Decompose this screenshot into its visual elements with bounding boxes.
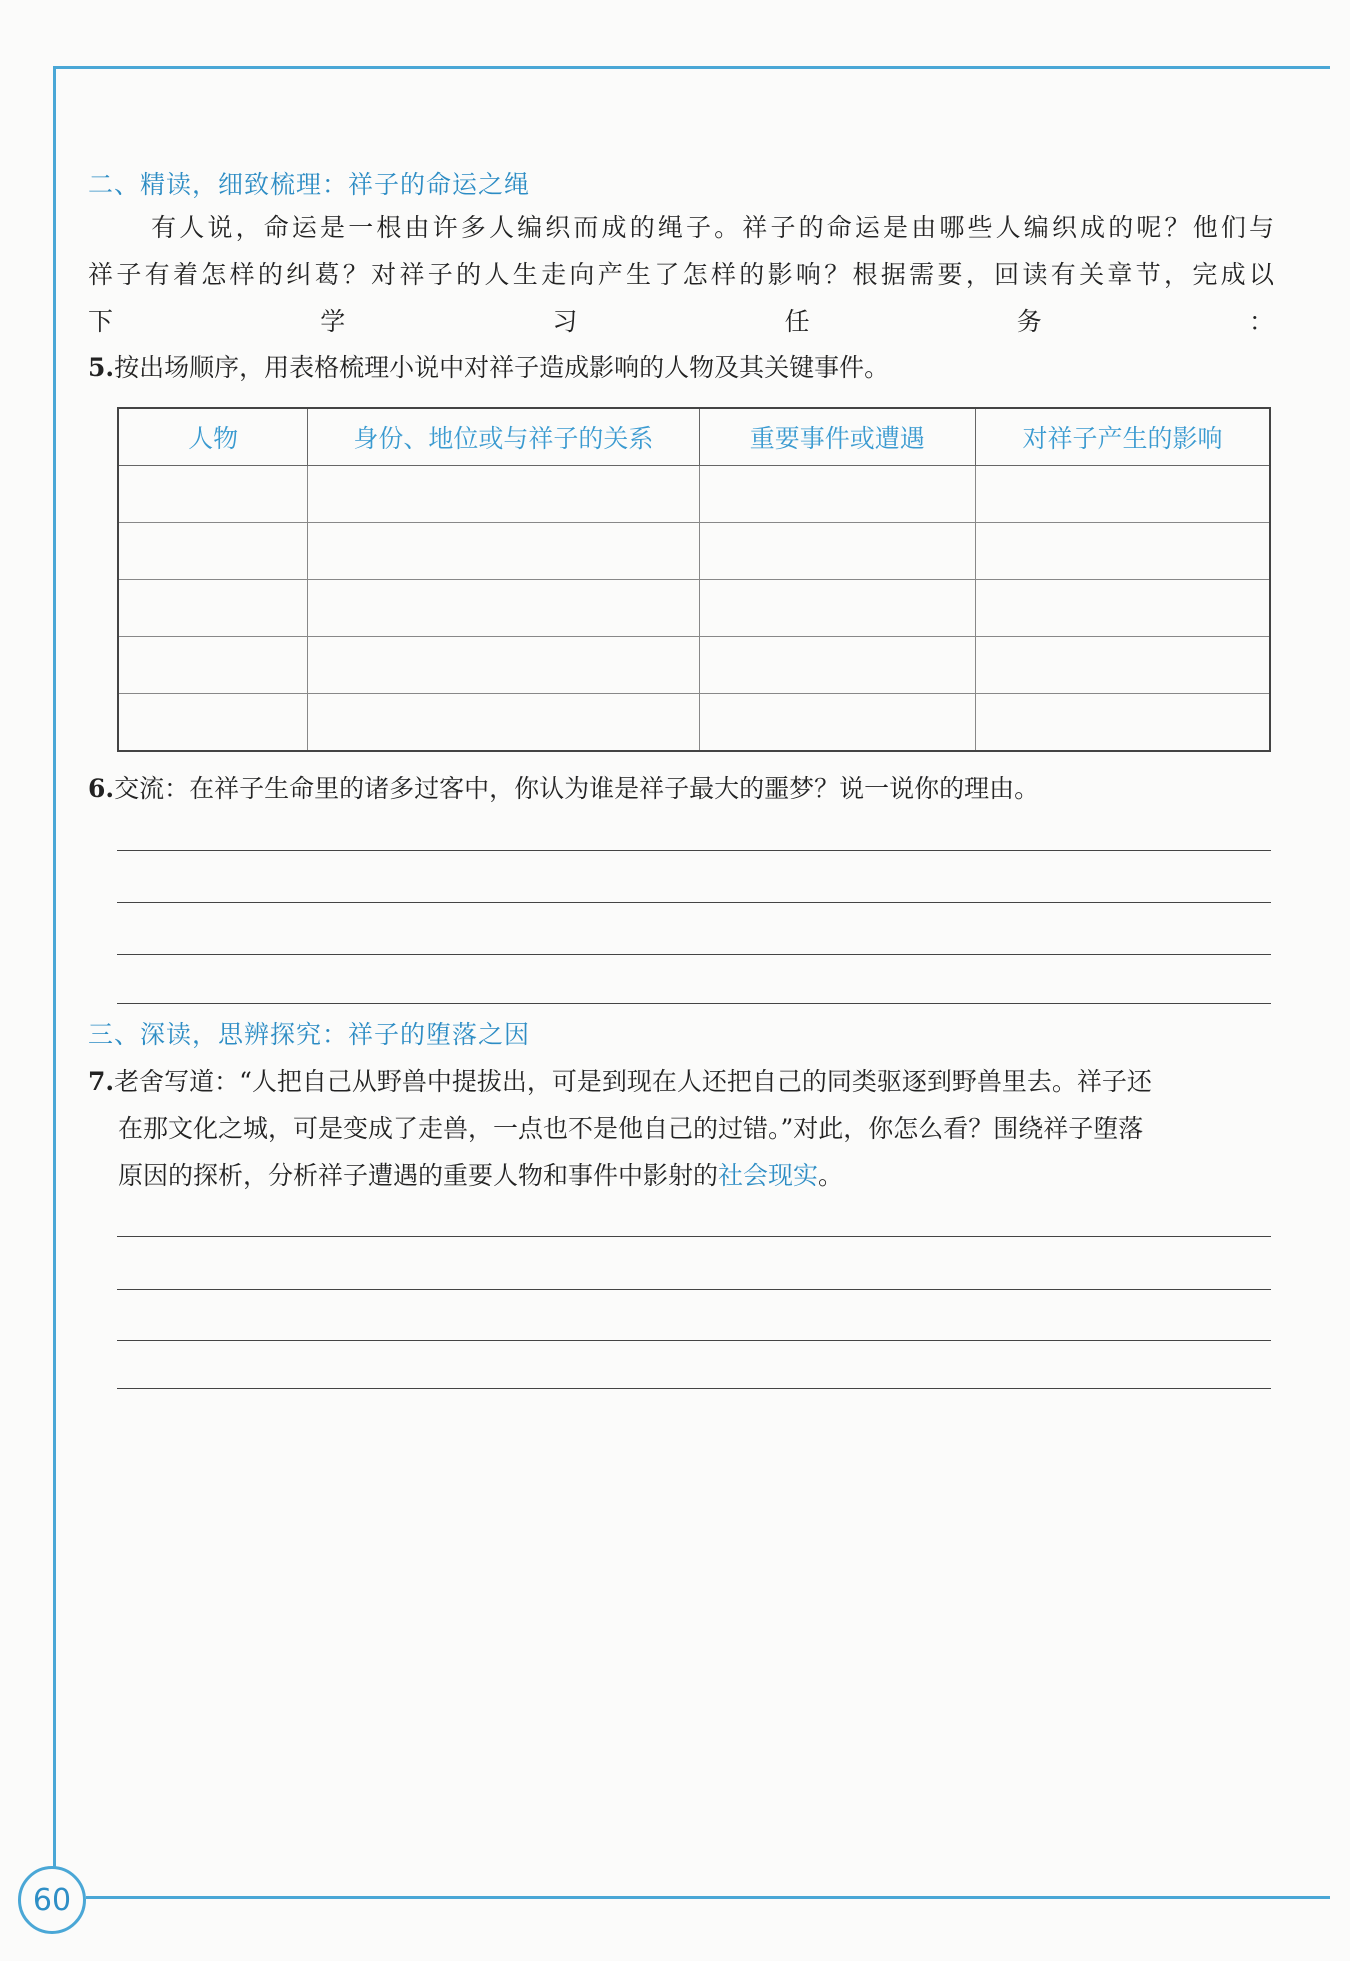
- answer-line[interactable]: [117, 1236, 1271, 1237]
- table-cell[interactable]: [308, 466, 699, 523]
- table-cell[interactable]: [976, 580, 1271, 637]
- table-header-cell: 对祥子产生的影响: [976, 408, 1271, 466]
- table-row: [118, 637, 1270, 694]
- intro-line-2: 祥子有着怎样的纠葛？对祥子的人生走向产生了怎样的影响？根据需要，回读有关章节，完成以: [88, 260, 1274, 289]
- table-cell[interactable]: [308, 637, 699, 694]
- section2-intro: [88, 204, 1274, 345]
- page-number: 60: [18, 1866, 86, 1934]
- question-7-line-1: 7.老舍写道：“人把自己从野兽中提拔出，可是到现在人还把自己的同类驱逐到野兽里去。祥子还: [88, 1067, 1152, 1096]
- table-cell[interactable]: [118, 637, 308, 694]
- answer-line[interactable]: [117, 1388, 1271, 1389]
- answer-line[interactable]: [117, 1003, 1271, 1004]
- character-table: [117, 407, 1271, 752]
- answer-line[interactable]: [117, 850, 1271, 851]
- table-row: [118, 580, 1270, 637]
- table-cell[interactable]: [308, 580, 699, 637]
- table-header-cell: 重要事件或遭遇: [699, 408, 976, 466]
- table-cell[interactable]: [699, 580, 976, 637]
- table-cell[interactable]: [699, 694, 976, 752]
- table-cell[interactable]: [118, 466, 308, 523]
- table-cell[interactable]: [699, 523, 976, 580]
- table-cell[interactable]: [118, 523, 308, 580]
- section2-heading: 二、精读，细致梳理：祥子的命运之绳: [88, 170, 531, 199]
- table-cell[interactable]: [976, 523, 1271, 580]
- table-cell[interactable]: [118, 694, 308, 752]
- table-header-cell: 人物: [118, 408, 308, 466]
- page-frame-left: [53, 66, 56, 1886]
- answer-line[interactable]: [117, 1289, 1271, 1290]
- answer-line[interactable]: [117, 954, 1271, 955]
- question-6-number: 6.: [88, 774, 115, 803]
- page-frame-top: [53, 66, 1330, 69]
- section3-heading: 三、深读，思辨探究：祥子的堕落之因: [88, 1020, 531, 1049]
- intro-line-3: 下学习任务：: [88, 307, 1274, 336]
- table-cell[interactable]: [976, 466, 1271, 523]
- table-header-cell: 身份、地位或与祥子的关系: [308, 408, 699, 466]
- table-cell[interactable]: [308, 523, 699, 580]
- question-6: [88, 765, 1039, 812]
- table-cell[interactable]: [308, 694, 699, 752]
- question-6-text: 交流：在祥子生命里的诸多过客中，你认为谁是祥子最大的噩梦？说一说你的理由。: [114, 774, 1040, 803]
- table-cell[interactable]: [976, 694, 1271, 752]
- highlight-social-reality: 社会现实: [718, 1161, 819, 1190]
- question-7: [88, 1058, 1274, 1199]
- question-7-line-2: 在那文化之城，可是变成了走兽，一点也不是他自己的过错。”对此，你怎么看？围绕祥子堕落: [118, 1114, 1144, 1143]
- table-cell[interactable]: [699, 637, 976, 694]
- table-cell[interactable]: [976, 637, 1271, 694]
- question-5: [88, 344, 889, 391]
- question-5-text: 按出场顺序，用表格梳理小说中对祥子造成影响的人物及其关键事件。: [114, 353, 890, 382]
- table-row: [118, 466, 1270, 523]
- table-row: [118, 694, 1270, 752]
- table-cell[interactable]: [699, 466, 976, 523]
- answer-line[interactable]: [117, 902, 1271, 903]
- table-header-row: [118, 408, 1270, 466]
- answer-line[interactable]: [117, 1340, 1271, 1341]
- page-frame-bottom: [86, 1896, 1330, 1899]
- question-7-number: 7.: [88, 1067, 115, 1096]
- question-7-line-3: 原因的探析，分析祥子遭遇的重要人物和事件中影射的社会现实。: [118, 1161, 844, 1190]
- table-cell[interactable]: [118, 580, 308, 637]
- question-5-number: 5.: [88, 353, 115, 382]
- intro-line-1: 有人说，命运是一根由许多人编织而成的绳子。祥子的命运是由哪些人编织成的呢？他们与: [148, 213, 1274, 242]
- table-row: [118, 523, 1270, 580]
